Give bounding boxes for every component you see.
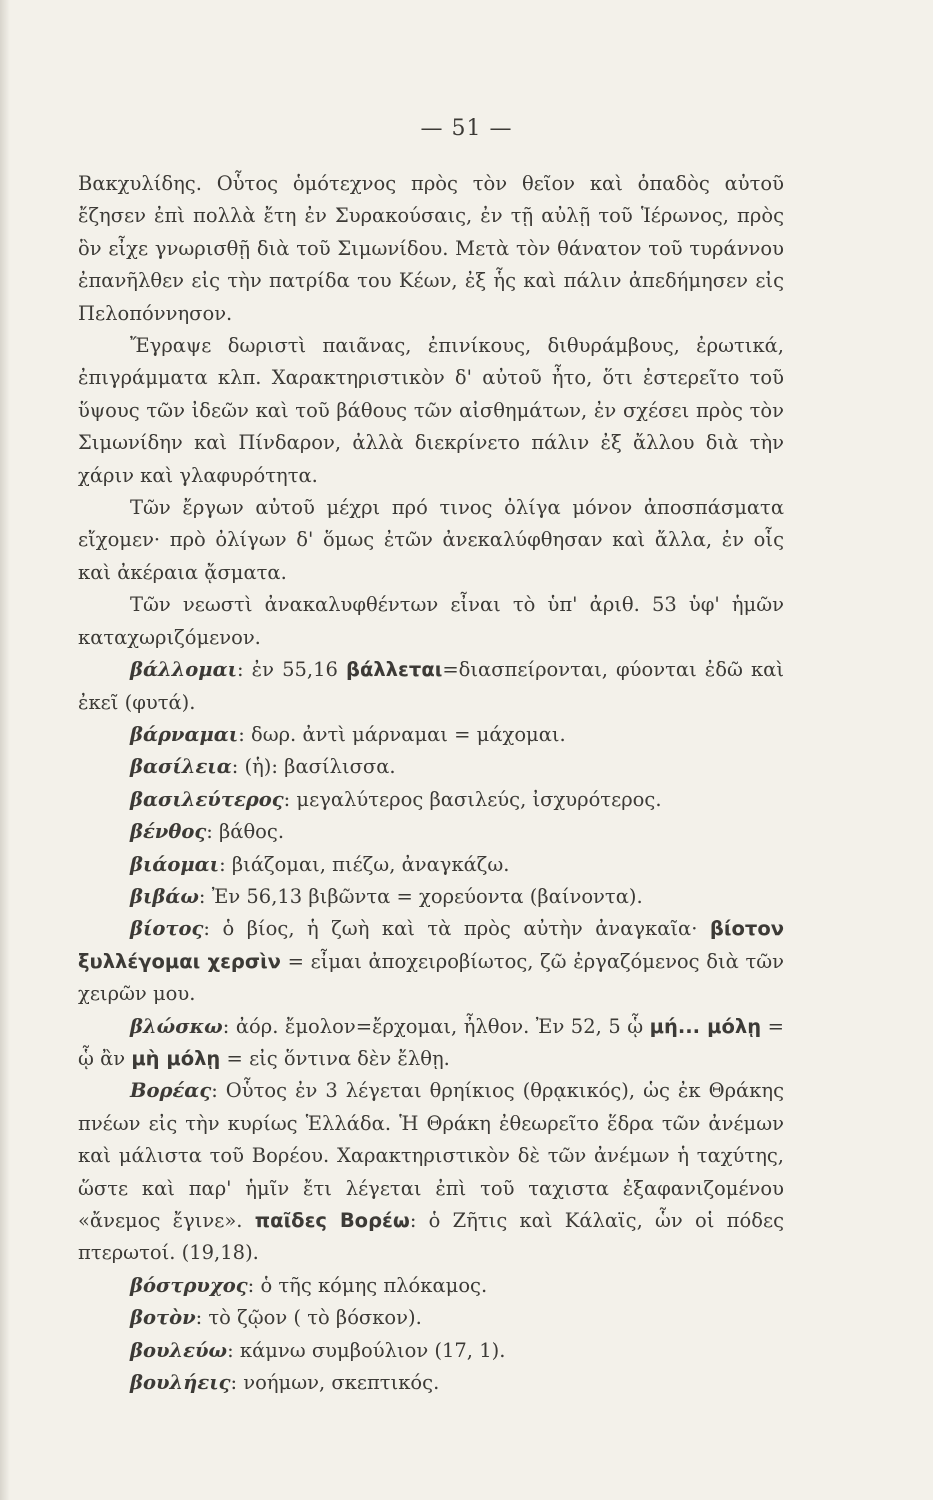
page-number: — 51 — [420,116,513,141]
paragraph [78,751,784,783]
paragraph [78,913,784,1010]
entry-term: βιβάω [130,884,199,908]
entry-term: βάλλομαι [130,658,238,682]
text-run: : νοήμων, σκεπτικός. [230,1371,440,1395]
text-run: Τῶν νεωστὶ ἀνακαλυφθέντων εἶναι τὸ ὑπ' ἀριθ. 53 ὑφ' ἡμῶν καταχωριζόμενον. [78,593,784,649]
quoted-phrase: βίοτον ξυλλέγομαι χερσὶν [78,917,784,973]
paragraph [78,1075,784,1269]
entry-term: Βορέας [130,1079,212,1103]
text-run: : ἀόρ. ἔμολον=ἔρχομαι, ἦλθον. Ἐν 52, 5 ᾧ [222,1014,650,1038]
entry-term: βασίλεια [130,755,232,779]
text-run: : ὁ Ζῆτις καὶ Κάλαϊς, ὧν οἱ πόδες πτερωτοί. (19,18). [78,1209,784,1265]
entry-term: βίοτος [130,917,204,941]
text-run: Τῶν ἔργων αὐτοῦ μέχρι πρό τινος ὀλίγα μόνον ἀποσπάσματα εἴχομεν· πρὸ ὀλίγων δ' ὅμως ἐτῶν ἀνεκαλύφθησαν καὶ ἄλλα, ἐν οἷς καὶ ἀκέραια ᾄσματα. [78,496,784,584]
paragraph [78,1270,784,1302]
paragraph [78,654,784,719]
page-edge-shadow [0,0,10,1500]
text-run: : μεγαλύτερος βασιλεύς, ἰσχυρότερος. [283,787,662,811]
quoted-phrase: παῖδες Βορέω [254,1209,410,1232]
entry-term: βόστρυχος [130,1273,248,1297]
quoted-phrase: μὴ μόλῃ [131,1046,221,1070]
text-run: : ἐν 55,16 [237,658,346,682]
entry-term: βάρναμαι [130,722,239,746]
paragraph [78,1367,784,1399]
paragraph [78,1302,784,1334]
text-run: : τὸ ζῷον ( τὸ βόσκον). [195,1306,422,1330]
text-run: : κάμνω συμβούλιον (17, 1). [227,1338,506,1362]
paragraph [78,849,784,881]
paragraph [78,168,784,330]
paragraph [78,1335,784,1367]
text-block [78,168,784,1399]
quoted-phrase: μή... μόλῃ [649,1014,762,1038]
text-run: = εἶμαι ἀποχειροβίωτος, ζῶ ἐργαζόμενος διὰ τῶν χειρῶν μου. [78,949,784,1006]
paragraph [78,784,784,816]
text-run: : ὁ τῆς κόμης πλόκαμος. [247,1273,488,1297]
paragraph [78,1011,784,1076]
text-run: = εἰς ὅντινα δὲν ἔλθῃ. [220,1046,450,1070]
paragraph [78,881,784,913]
text-run: : (ἡ): βασίλισσα. [231,755,396,779]
paragraph [78,816,784,848]
text-run: : ὁ βίος, ἡ ζωὴ καὶ τὰ πρὸς αὐτὴν ἀναγκαῖα· [203,917,710,941]
paragraph [78,589,784,654]
text-run: : βιάζομαι, πιέζω, ἀναγκάζω. [219,852,510,876]
entry-term: βιάομαι [130,852,220,876]
text-run: : Ἐν 56,13 βιβῶντα = χορεύοντα (βαίνοντα). [198,884,643,908]
text-run: Βακχυλίδης. Οὗτος ὁμότεχνος πρὸς τὸν θεῖον καὶ ὀπαδὸς αὐτοῦ ἔζησεν ἐπὶ πολλὰ ἔτη ἐν Συρακούσαις, ἐν τῇ αὐλῇ τοῦ Ἱέρωνος, πρὸς ὃν εἶχε γνωρισθῇ διὰ τοῦ Σιμωνίδου. Μετὰ τὸν θάνατον τοῦ τυράννου ἐπανῆλθεν εἰς τὴν πατρίδα του Κέων, ἐξ ἧς καὶ πάλιν ἀπεδήμησεν εἰς Πελοπόννησον. [78,172,784,325]
entry-term: βουλήεις [130,1371,231,1395]
entry-term: βασιλεύτερος [130,787,284,811]
paragraph [78,492,784,589]
paragraph [78,330,784,492]
text-run: : βάθος. [206,820,285,844]
text-run: = ᾧ ἂν [78,1014,784,1070]
entry-term: βλώσκω [130,1014,223,1038]
text-run: : Οὗτος ἐν 3 λέγεται θρηίκιος (θρᾳκικός), ὡς ἐκ Θράκης πνέων εἰς τὴν κυρίως Ἑλλάδα. Ἡ Θράκη ἐθεωρεῖτο ἕδρα τῶν ἀνέμων καὶ μάλιστα τοῦ Βορέου. Χαρακτηριστικὸν δὲ τῶν ἀνέμων ἡ ταχύτης, ὥστε καὶ παρ' ἡμῖν ἔτι λέγεται ἐπὶ τοῦ ταχιστα ἐξαφανιζομένου «ἄνεμος ἔγινε». [78,1079,784,1232]
quoted-phrase: βάλλεται [345,658,443,682]
entry-term: βοτὸν [130,1306,196,1330]
entry-term: βουλεύω [130,1338,228,1362]
text-run: =διασπείρονται, φύονται ἐδῶ καὶ ἐκεῖ (φυτά). [78,658,784,714]
entry-term: βένθος [130,820,207,844]
paragraph [78,719,784,751]
text-run: : δωρ. ἀντὶ μάρναμαι = μάχομαι. [238,722,566,746]
text-run: Ἔγραψε δωριστὶ παιᾶνας, ἐπινίκους, διθυράμβους, ἐρωτικά, ἐπιγράμματα κλπ. Χαρακτηριστικὸν δ' αὐτοῦ ἦτο, ὅτι ἐστερεῖτο τοῦ ὕψους τῶν ἰδεῶν καὶ τοῦ βάθους τῶν αἰσθημάτων, ἐν σχέσει πρὸς τὸν Σιμωνίδην καὶ Πίνδαρον, ἀλλὰ διεκρίνετο πάλιν ἐξ ἄλλου διὰ τὴν χάριν καὶ γλαφυρότητα. [78,334,784,487]
